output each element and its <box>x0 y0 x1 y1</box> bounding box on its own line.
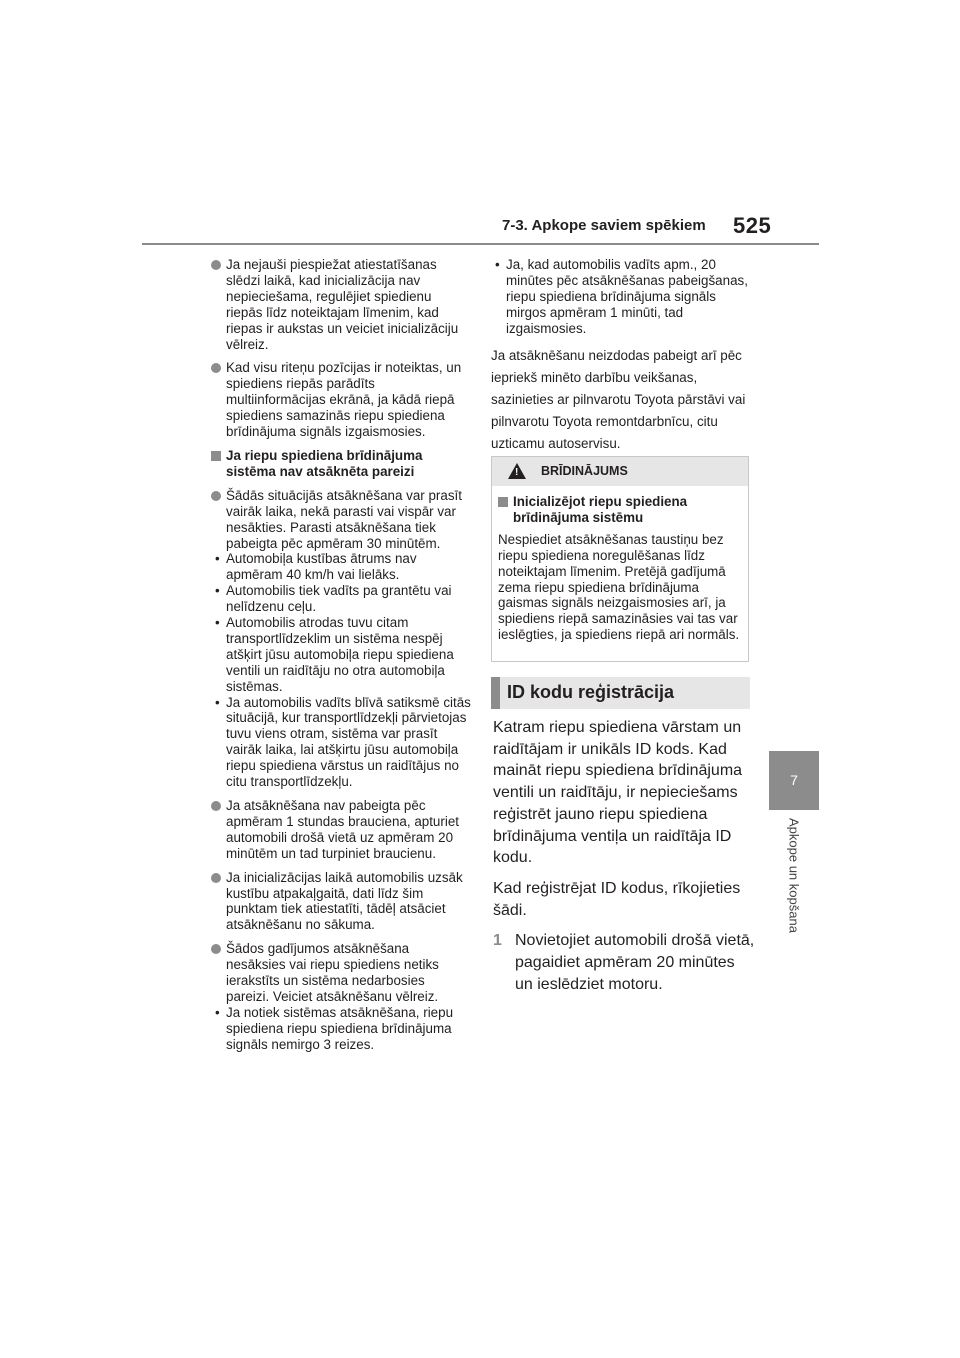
bullet-icon <box>211 363 221 373</box>
sub-bullet: • Automobiļa kustības ātrums nav apmēram 40 km/h vai lielāks. <box>215 551 417 583</box>
bullet-paragraph: Ja inicializācijas laikā automobilis uzsāk kustību atpakaļgaitā, dati līdz šim punktam tiek atiestatīti, tādēļ atsāciet atsāknēšanu no sākuma. <box>211 870 471 934</box>
bullet-paragraph: Šādās situācijās atsāknēšana var prasīt vairāk laika, nekā parasti vai vispār var nesākties. Parasti atsāknēšana tiek pabeigta pēc apmēram 30 minūtēm. <box>211 488 471 552</box>
bullet-group <box>211 488 471 790</box>
sub-bullet: • Ja notiek sistēmas atsāknēšana, riepu spiediena riepu spiediena brīdinājuma signāls nemirgo 3 reizes. <box>215 1004 454 1052</box>
warning-body: Nespiediet atsāknēšanas taustiņu bez riepu spiediena noregulēšanas līdz noteiktajam līmenim. Pretējā gadījumā zema riepu spiediena brīdinājuma gaismas signāls neizgaismosies arī, ja spiediens riepā samazināsies vai tas var ieslēgties, ja spiediens riepā ari normāls. <box>498 531 740 643</box>
header-divider <box>142 243 819 245</box>
paragraph: Ja atsāknēšanu neizdodas pabeigt arī pēc iepriekš minēto darbību veikšanas, sazinieties ar pilnvarotu Toyota pārstāvi vai pilnvarotu Toyota remontdarbnīcu, citu uzticamu autoservisu. <box>491 347 746 451</box>
sub-bullet: • Ja automobilis vadīts blīvā satiksmē citās situācijā, kur transportlīdzekļi pārvietojas tuvu viens otram, sistēma var prasīt vairāk laika, lai atšķirtu jūsu automobiļa riepu spiediena vārstus un raidītājus no citu transportlīdzekļu. <box>215 694 471 790</box>
bullet-icon <box>211 944 221 954</box>
warning-header: ! BRĪDINĀJUMS <box>492 457 748 486</box>
chapter-label <box>776 818 812 958</box>
section-heading <box>491 677 750 709</box>
section-title: 7-3. Apkope saviem spēkiem <box>502 217 706 234</box>
right-column-bottom <box>493 717 755 995</box>
section-heading-text: ID kodu reģistrācija <box>507 682 675 702</box>
bullet-icon <box>211 801 221 811</box>
paragraph: Katram riepu spiediena vārstam un raidītājam ir unikāls ID kods. Kad maināt riepu spiediena brīdinājuma ventili un raidītāju, ir nepieciešams reģistrēt jauno riepu spiediena brīdinājuma ventiļa un raidītāja ID kodu. <box>493 719 743 867</box>
subheading: Ja riepu spiediena brīdinājuma sistēma nav atsāknēta pareizi <box>211 448 471 480</box>
sub-bullet: • Ja, kad automobilis vadīts apm., 20 minūtes pēc atsāknēšanas pabeigšanas, riepu spiediena brīdinājuma signāls mirgos apmēram 1 minūti, tad izgaismosies. <box>495 257 748 336</box>
left-column <box>211 257 471 1061</box>
bullet-icon <box>211 260 221 270</box>
bullet-paragraph: Kad visu riteņu pozīcijas ir noteiktas, un spiediens riepās parādīts multiinformācijas ekrānā, ja kādā riepā spiediens samazinās riepu spiediena brīdinājuma signāls izgaismosies. <box>211 360 471 440</box>
warning-subtitle: Inicializējot riepu spiediena brīdinājuma sistēmu <box>498 494 742 526</box>
warning-box <box>491 456 749 662</box>
warning-title: BRĪDINĀJUMS <box>541 464 628 478</box>
paragraph: Kad reģistrējat ID kodus, rīkojieties šādi. <box>493 879 741 919</box>
square-bullet-icon <box>498 497 508 507</box>
chapter-label-text: Apkope un kopšana <box>786 818 802 933</box>
page-number: 525 <box>733 213 772 238</box>
bullet-icon <box>211 491 221 501</box>
bullet-paragraph: Ja atsāknēšana nav pabeigta pēc apmēram 1 stundas brauciena, apturiet automobili drošā vietā uz apmēram 20 minūtēm un tad turpiniet braucienu. <box>211 798 471 862</box>
bullet-group <box>211 941 471 1052</box>
sub-bullet: • Automobilis tiek vadīts pa grantētu vai nelīdzenu ceļu. <box>215 583 452 615</box>
sub-bullet: • Automobilis atrodas tuvu citam transportlīdzeklim un sistēma nespēj atšķirt jūsu automobiļa riepu spiediena ventili un raidītāju no otra automobiļa sistēmas. <box>215 615 454 694</box>
right-column-top <box>491 257 751 455</box>
bullet-icon <box>211 873 221 883</box>
section-bar <box>491 677 500 709</box>
step-item <box>493 930 755 995</box>
step-number: 1 <box>493 932 502 950</box>
bullet-paragraph: Šādos gadījumos atsāknēšana nesāksies vai riepu spiediens netiks ierakstīts un sistēma nedarbosies pareizi. Veiciet atsāknēšanu vēlreiz. <box>211 941 471 1005</box>
square-bullet-icon <box>211 451 221 461</box>
step-text: Novietojiet automobili drošā vietā, pagaidiet apmēram 20 minūtes un ieslēdziet motoru. <box>515 932 755 993</box>
chapter-tab: 7 <box>769 751 819 810</box>
bullet-paragraph: Ja nejauši piespiežat atiestatīšanas slēdzi laikā, kad inicializācija nav nepieciešama, regulējiet spiedienu riepās līdz noteiktajam līmenim, kad riepas ir aukstas un veiciet inicializāciju vēlreiz. <box>211 257 471 352</box>
